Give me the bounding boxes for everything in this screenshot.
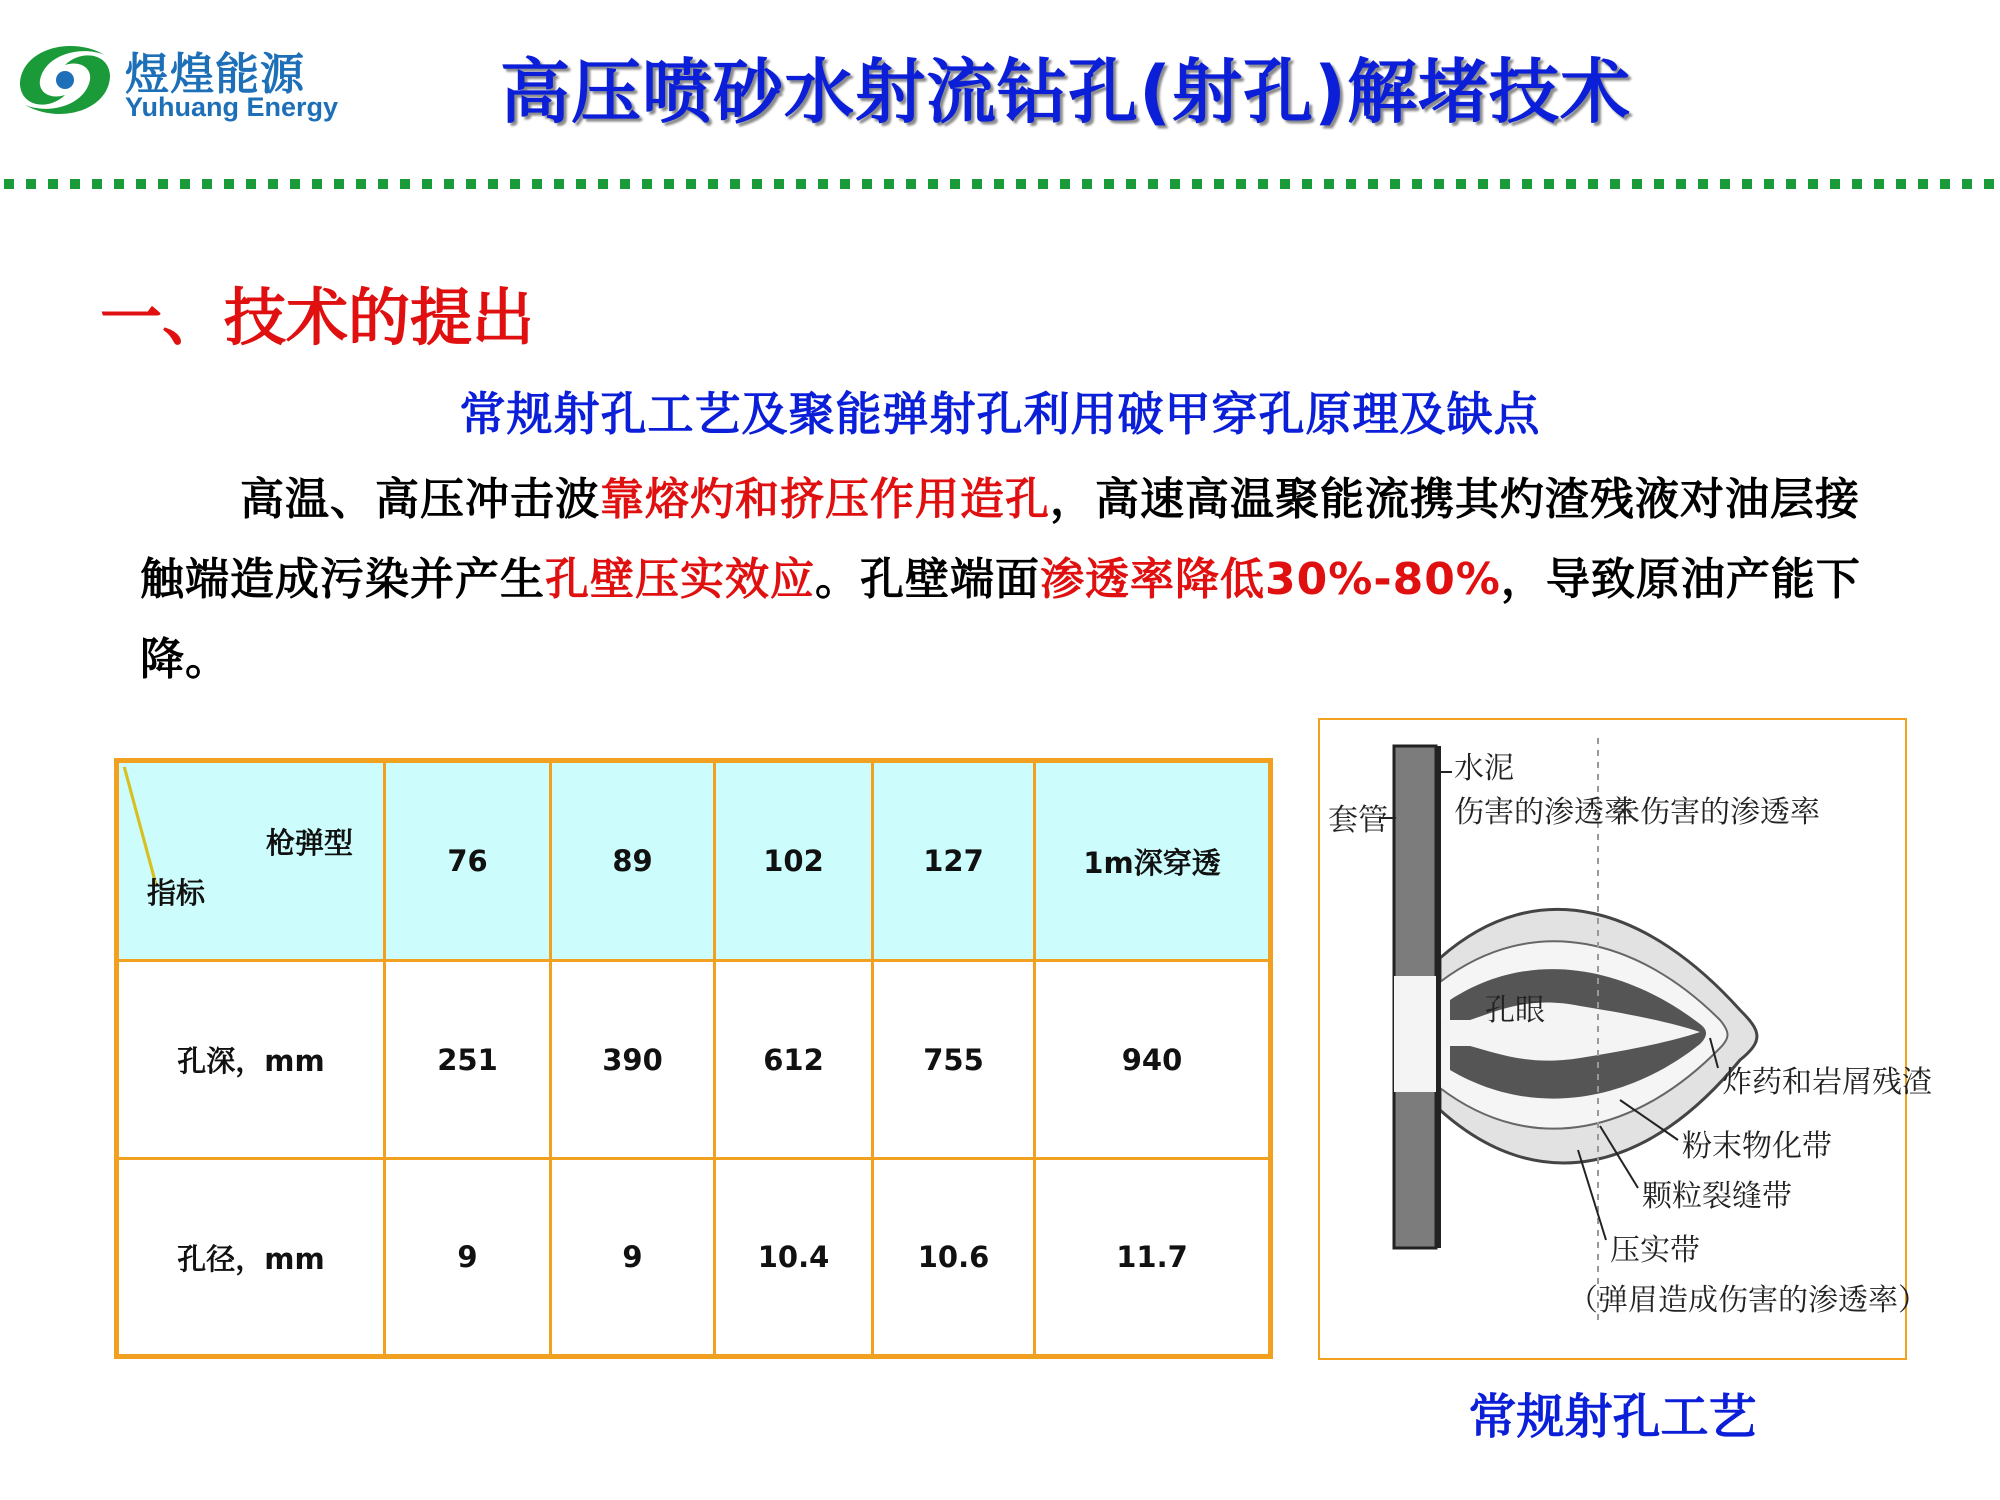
paragraph-text-2: ，高速高温聚能流携其灼渣残液对油层接触端造成污染并产生: [140, 474, 1860, 605]
column-header: 89: [551, 761, 715, 961]
table-cell: 755: [873, 961, 1035, 1159]
label-debris: 炸药和岩屑残渣: [1722, 1065, 1932, 1100]
corner-label-indicator: 指标: [147, 876, 206, 910]
paragraph-highlight-3: 渗透率降低30%-80%: [1040, 554, 1501, 605]
perforation-diagram-svg: [1320, 720, 1932, 1358]
table-cell: 612: [715, 961, 873, 1159]
casing-opening-shape: [1394, 976, 1436, 1092]
page-title: 高压喷砂水射流钻孔(射孔)解堵技术: [500, 51, 1631, 133]
logo-swirl-icon: [10, 30, 120, 130]
column-header: 1m深穿透: [1035, 761, 1271, 961]
label-cement: 水泥: [1454, 751, 1514, 786]
dotted-divider: [0, 178, 2000, 190]
paragraph-highlight-2: 孔壁压实效应: [545, 554, 815, 605]
table-header-row: [117, 761, 1271, 961]
table-cell: 11.7: [1035, 1159, 1271, 1357]
column-header: 102: [715, 761, 873, 961]
compact-leader-line: [1578, 1150, 1606, 1240]
section-subheading: 常规射孔工艺及聚能弹射孔利用破甲穿孔原理及缺点: [459, 387, 1541, 441]
label-fracture-zone: 颗粒裂缝带: [1642, 1179, 1792, 1214]
column-header: 127: [873, 761, 1035, 961]
logo-name-en: Yuhuang Energy: [125, 92, 339, 122]
label-casing: 套管: [1328, 803, 1388, 838]
table-cell: 390: [551, 961, 715, 1159]
row-label: 孔深，mm: [117, 961, 385, 1159]
table-cell: 940: [1035, 961, 1271, 1159]
table-cell: 9: [385, 1159, 551, 1357]
intro-paragraph: [140, 460, 1900, 700]
section-heading: 一、技术的提出: [100, 281, 535, 354]
paragraph-highlight-1: 靠熔灼和挤压作用造孔: [600, 474, 1050, 525]
paragraph-text-3: 。孔壁端面: [815, 554, 1040, 605]
table-corner-cell: [117, 761, 385, 961]
label-undamaged-permeability: 未伤害的渗透率: [1610, 795, 1820, 830]
table-cell: 10.4: [715, 1159, 873, 1357]
label-damage-note: （弹眉造成伤害的渗透率）: [1568, 1283, 1928, 1318]
label-perforation-eye: 孔眼: [1485, 993, 1545, 1028]
row-label: 孔径，mm: [117, 1159, 385, 1357]
table-row: [117, 961, 1271, 1159]
company-logo: [10, 30, 350, 130]
table-cell: 10.6: [873, 1159, 1035, 1357]
perforation-data-table: [114, 758, 1268, 1356]
figure-caption: 常规射孔工艺: [1468, 1389, 1757, 1445]
label-powder-zone: 粉末物化带: [1682, 1129, 1832, 1164]
table-cell: 9: [551, 1159, 715, 1357]
table-cell: 251: [385, 961, 551, 1159]
label-damaged-permeability: 伤害的渗透率: [1454, 795, 1634, 830]
paragraph-text-1: 高温、高压冲击波: [240, 474, 600, 525]
corner-label-gun-type: 枪弹型: [265, 826, 353, 860]
data-table: [114, 758, 1273, 1359]
label-compacted-zone: 压实带: [1610, 1233, 1700, 1268]
column-header: 76: [385, 761, 551, 961]
table-row: [117, 1159, 1271, 1357]
paragraph-text-4: ，导致原油产能下降。: [140, 554, 1861, 685]
logo-name-cn: 煜煌能源: [125, 49, 305, 100]
perforation-diagram: [1318, 718, 1932, 1360]
